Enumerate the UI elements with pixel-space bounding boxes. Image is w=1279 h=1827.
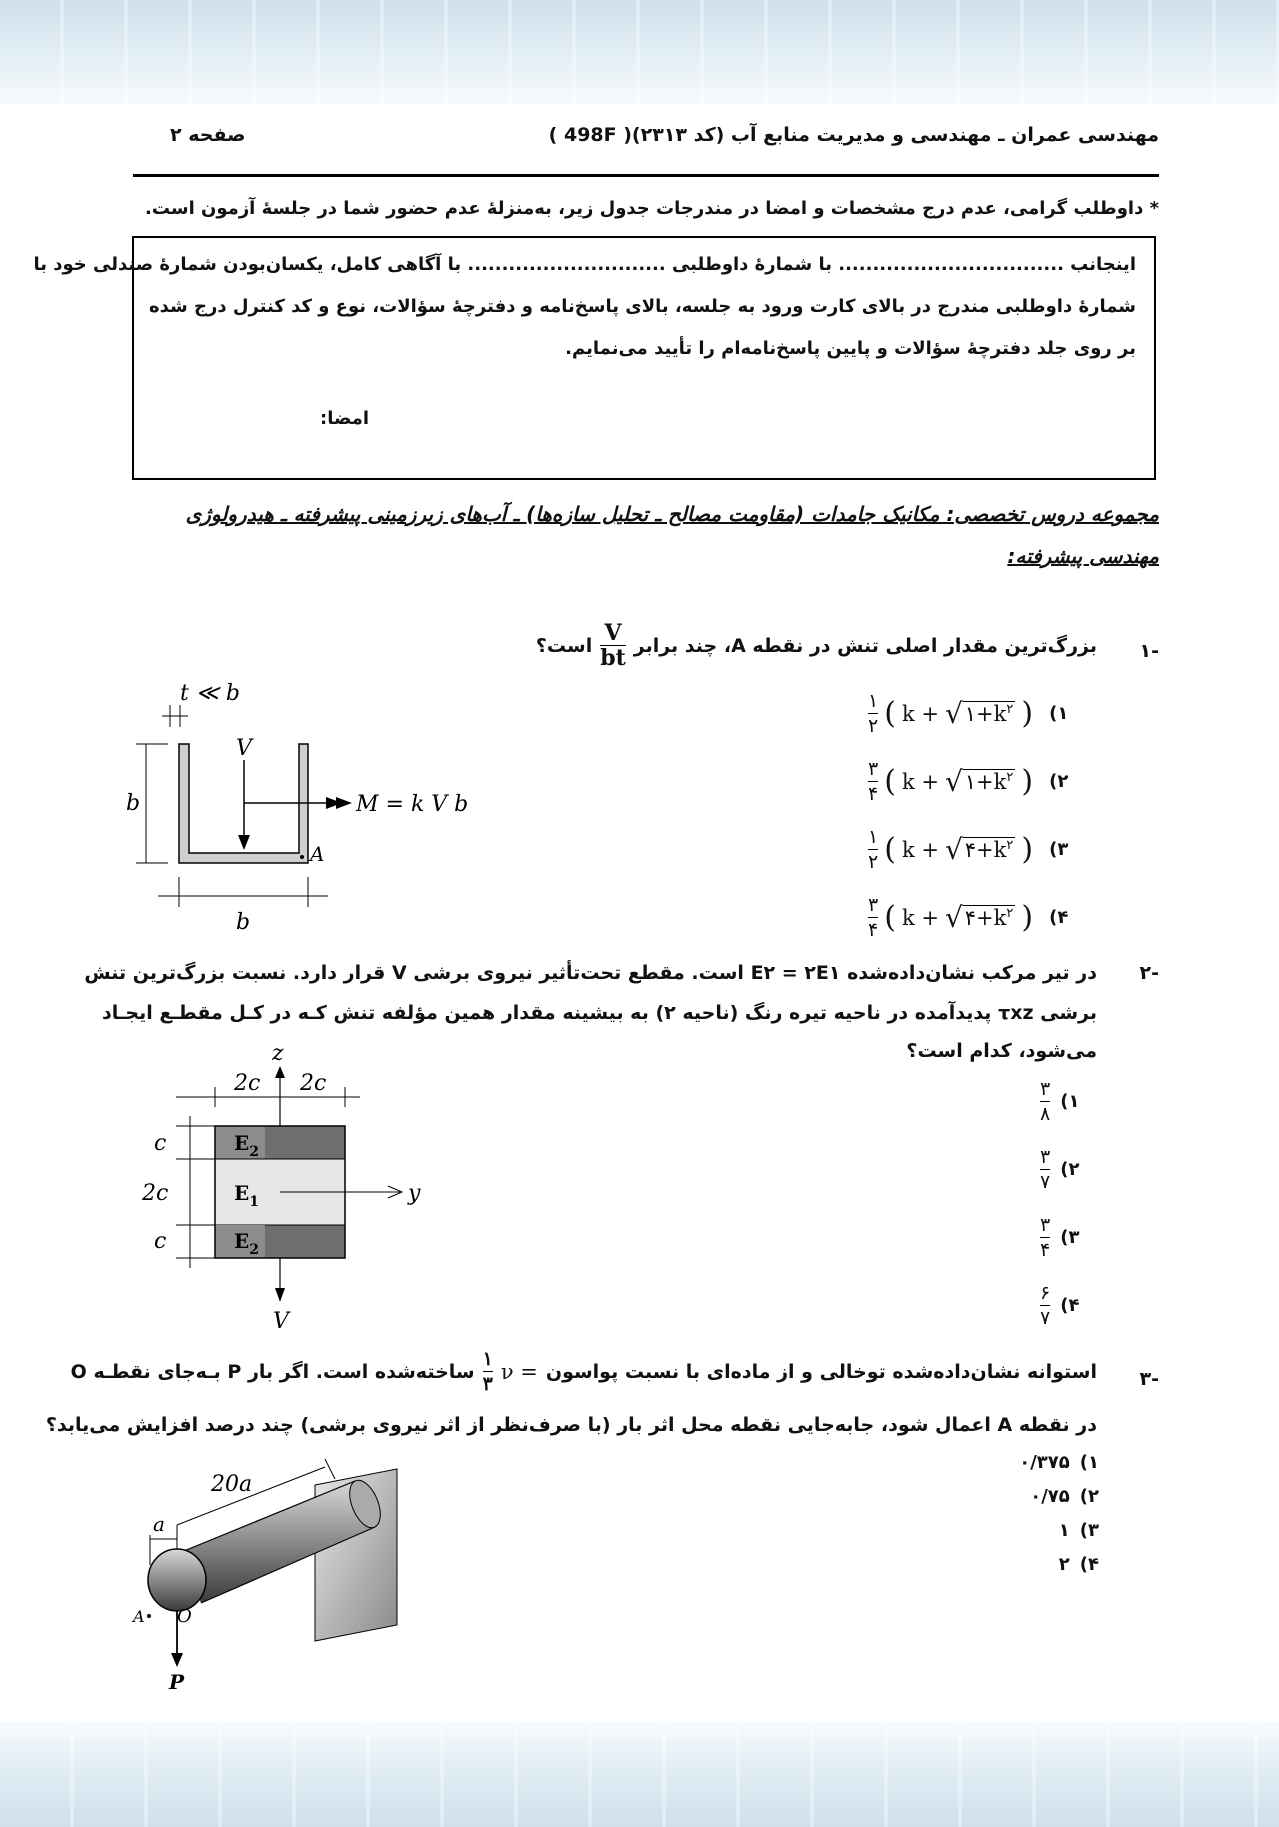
top-decorative-band bbox=[0, 0, 1279, 104]
question-2-line-3: می‌شود، کدام است؟ bbox=[906, 1040, 1097, 1062]
option-coefficient: $\frac{۱}{۲}$ bbox=[868, 826, 879, 873]
option-value: ۰/۳۷۵ bbox=[1019, 1452, 1070, 1473]
poisson-ratio-symbol: ν = bbox=[500, 1359, 538, 1384]
declaration-line-2: شمارهٔ داوطلبی مندرج در بالای کارت ورود به جلسه، بالای پاسخ‌نامه و دفترچهٔ سؤالات، نوع و کد کنترل درج شده bbox=[149, 296, 1136, 317]
page-number: صفحه ۲ bbox=[170, 124, 246, 146]
question-2-line-2: برشی τxz پدیدآمده در ناحیه تیره رنگ (ناحیه ۲) به بیشینه مقدار همین مؤلفه تنش کـه در کـل مقطـع ایجـاد bbox=[102, 1002, 1097, 1024]
option-number: ۳) bbox=[1049, 839, 1069, 860]
question-1-text: بزرگ‌ترین مقدار اصلی تنش در نقطه A، چند برابر bbox=[633, 634, 1097, 657]
question-2-option[interactable] bbox=[1040, 1146, 1079, 1193]
declaration-line-1: اینجانب ................................. با شمارهٔ داوطلبی ............................. با آگاهی کامل، یکسان‌بودن شمارهٔ صندلی خود با bbox=[33, 254, 1136, 275]
question-3-option[interactable] bbox=[1059, 1520, 1099, 1541]
question-3-number: ۳- bbox=[1139, 1368, 1159, 1390]
option-fraction: $\frac{۳}{۷}$ bbox=[1040, 1146, 1051, 1193]
option-coefficient: $\frac{۳}{۴}$ bbox=[868, 758, 879, 805]
sqrt-icon: √ bbox=[944, 833, 963, 866]
section-title: مجموعه دروس تخصصی: مکانیک جامدات (مقاومت مصالح ـ تحلیل سازه‌ها) ـ آب‌های زیرزمینی پیشرفته ـ هیدرولوژی bbox=[185, 502, 1159, 526]
q2-dim-c-top: c bbox=[154, 1131, 167, 1156]
candidate-declaration-box bbox=[33, 236, 1156, 480]
option-number: ۱) bbox=[1079, 1452, 1099, 1473]
option-number: ۲) bbox=[1079, 1486, 1099, 1507]
q2-shear-label: V bbox=[273, 1309, 289, 1334]
q1-moment-label: M = k V b bbox=[356, 792, 469, 817]
q1-shear-label: V bbox=[236, 736, 252, 761]
option-number: ۱) bbox=[1060, 1091, 1080, 1112]
option-fraction: $\frac{۳}{۴}$ bbox=[1040, 1214, 1051, 1261]
q3-cylinder-figure bbox=[125, 1455, 445, 1695]
q2-z-axis-label: z bbox=[272, 1041, 284, 1066]
question-1-option[interactable]: $\frac{۳}{۴}$ ( k + √ $۱+k^۲$ ) ۲) bbox=[868, 758, 1069, 805]
q1-height-label: b bbox=[126, 791, 141, 816]
option-number: ۴) bbox=[1060, 1295, 1080, 1316]
question-3-line-2: در نقطه A اعمال شود، جابه‌جایی نقطه محل اثر بار (با صرف‌نظر از اثر نیروی برشی) چند درصد افزایش می‌یابد؟ bbox=[45, 1414, 1097, 1436]
candidate-notice: * داوطلب گرامی، عدم درج مشخصات و امضا در مندرجات جدول زیر، به‌منزلهٔ عدم حضور شما در جلسهٔ آزمون است. bbox=[145, 198, 1159, 219]
sqrt-icon: √ bbox=[944, 697, 963, 730]
option-value: ۱ bbox=[1058, 1520, 1070, 1541]
option-fraction: $\frac{۶}{۷}$ bbox=[1040, 1282, 1051, 1329]
question-1-stem bbox=[536, 622, 1097, 669]
q1-width-label: b bbox=[236, 910, 251, 935]
question-2-option[interactable] bbox=[1040, 1214, 1079, 1261]
q2-top-right-dim: 2c bbox=[300, 1071, 327, 1096]
q2-dim-2c: 2c bbox=[142, 1181, 169, 1206]
section-title-continued: مهندسی پیشرفته: bbox=[1007, 544, 1159, 568]
q2-composite-beam-figure bbox=[130, 1040, 450, 1340]
q2-region-top-label: $E_2$ bbox=[234, 1131, 259, 1160]
bottom-decorative-band bbox=[0, 1722, 1279, 1827]
option-number: ۴) bbox=[1049, 907, 1069, 928]
poisson-ratio-fraction: $\frac{۱}{۳}$ bbox=[482, 1348, 493, 1395]
question-3-option[interactable] bbox=[1030, 1486, 1099, 1507]
question-2-number: ۲- bbox=[1139, 962, 1159, 984]
exam-title: مهندسی عمران ـ مهندسی و مدیریت منابع آب (کد ۲۳۱۳)( 498F ) bbox=[548, 124, 1159, 146]
question-3-option[interactable] bbox=[1059, 1554, 1099, 1575]
question-1-option[interactable]: $\frac{۳}{۴}$ ( k + √ $۴+k^۲$ ) ۴) bbox=[868, 894, 1069, 941]
option-number: ۲) bbox=[1060, 1159, 1080, 1180]
option-number: ۱) bbox=[1049, 703, 1069, 724]
question-1-option[interactable]: $\frac{۱}{۲}$ ( k + √ $۴+k^۲$ ) ۳) bbox=[868, 826, 1069, 873]
option-fraction: $\frac{۳}{۸}$ bbox=[1040, 1078, 1051, 1125]
option-value: ۰/۷۵ bbox=[1030, 1486, 1070, 1507]
header-divider bbox=[133, 174, 1159, 177]
q3-point-a-label: A bbox=[133, 1607, 145, 1626]
sqrt-icon: √ bbox=[944, 901, 963, 934]
v-over-bt-fraction: $\frac{V}{bt}$ bbox=[600, 620, 626, 671]
q1-channel-section-figure bbox=[118, 675, 478, 935]
question-3-option[interactable] bbox=[1019, 1452, 1099, 1473]
question-2-option[interactable] bbox=[1040, 1078, 1079, 1125]
option-number: ۳) bbox=[1079, 1520, 1099, 1541]
option-number: ۲) bbox=[1049, 771, 1069, 792]
q1-thickness-label: t ≪ b bbox=[180, 681, 240, 706]
option-coefficient: $\frac{۱}{۲}$ bbox=[868, 690, 879, 737]
option-number: ۳) bbox=[1060, 1227, 1080, 1248]
signature-label: امضا: bbox=[320, 408, 370, 429]
q3-radius-label: a bbox=[153, 1512, 165, 1536]
question-1-option[interactable]: $\frac{۱}{۲}$ ( k + √ $۱+k^۲$ ) ۱) bbox=[868, 690, 1069, 737]
q3-point-o-label: O bbox=[177, 1606, 192, 1627]
q2-dim-c-bottom: c bbox=[154, 1229, 167, 1254]
q1-point-a-label: A bbox=[310, 842, 325, 866]
option-coefficient: $\frac{۳}{۴}$ bbox=[868, 894, 879, 941]
question-1-text-end: است؟ bbox=[535, 634, 593, 657]
q2-y-axis-label: y bbox=[408, 1181, 421, 1206]
q2-region-bottom-label: $E_2$ bbox=[234, 1229, 259, 1258]
question-3-line-1: استوانه نشان‌داده‌شده توخالی و از ماده‌ای با نسبت پواسون ν = $\frac{۱}{۳}$ ساخته‌شده است. اگر بار P بـه‌جای نقطـه O bbox=[70, 1348, 1097, 1395]
q2-top-left-dim: 2c bbox=[234, 1071, 261, 1096]
option-number: ۴) bbox=[1079, 1554, 1099, 1575]
q3-load-label: P bbox=[169, 1670, 185, 1694]
question-1-number: ۱- bbox=[1139, 640, 1159, 662]
option-value: ۲ bbox=[1058, 1554, 1070, 1575]
q3-length-label: 20a bbox=[211, 1472, 253, 1497]
sqrt-icon: √ bbox=[944, 765, 963, 798]
declaration-line-3: بر روی جلد دفترچهٔ سؤالات و پایین پاسخ‌نامه‌ام را تأیید می‌نمایم. bbox=[565, 338, 1136, 359]
q2-region-middle-label: $E_1$ bbox=[234, 1181, 259, 1210]
question-2-option[interactable] bbox=[1040, 1282, 1079, 1329]
question-2-line-1: در تیر مرکب نشان‌داده‌شده E۲ = ۲E۱ است. مقطع تحت‌تأثیر نیروی برشی V قرار دارد. نسبت بزرگ‌ترین تنش bbox=[84, 962, 1097, 984]
